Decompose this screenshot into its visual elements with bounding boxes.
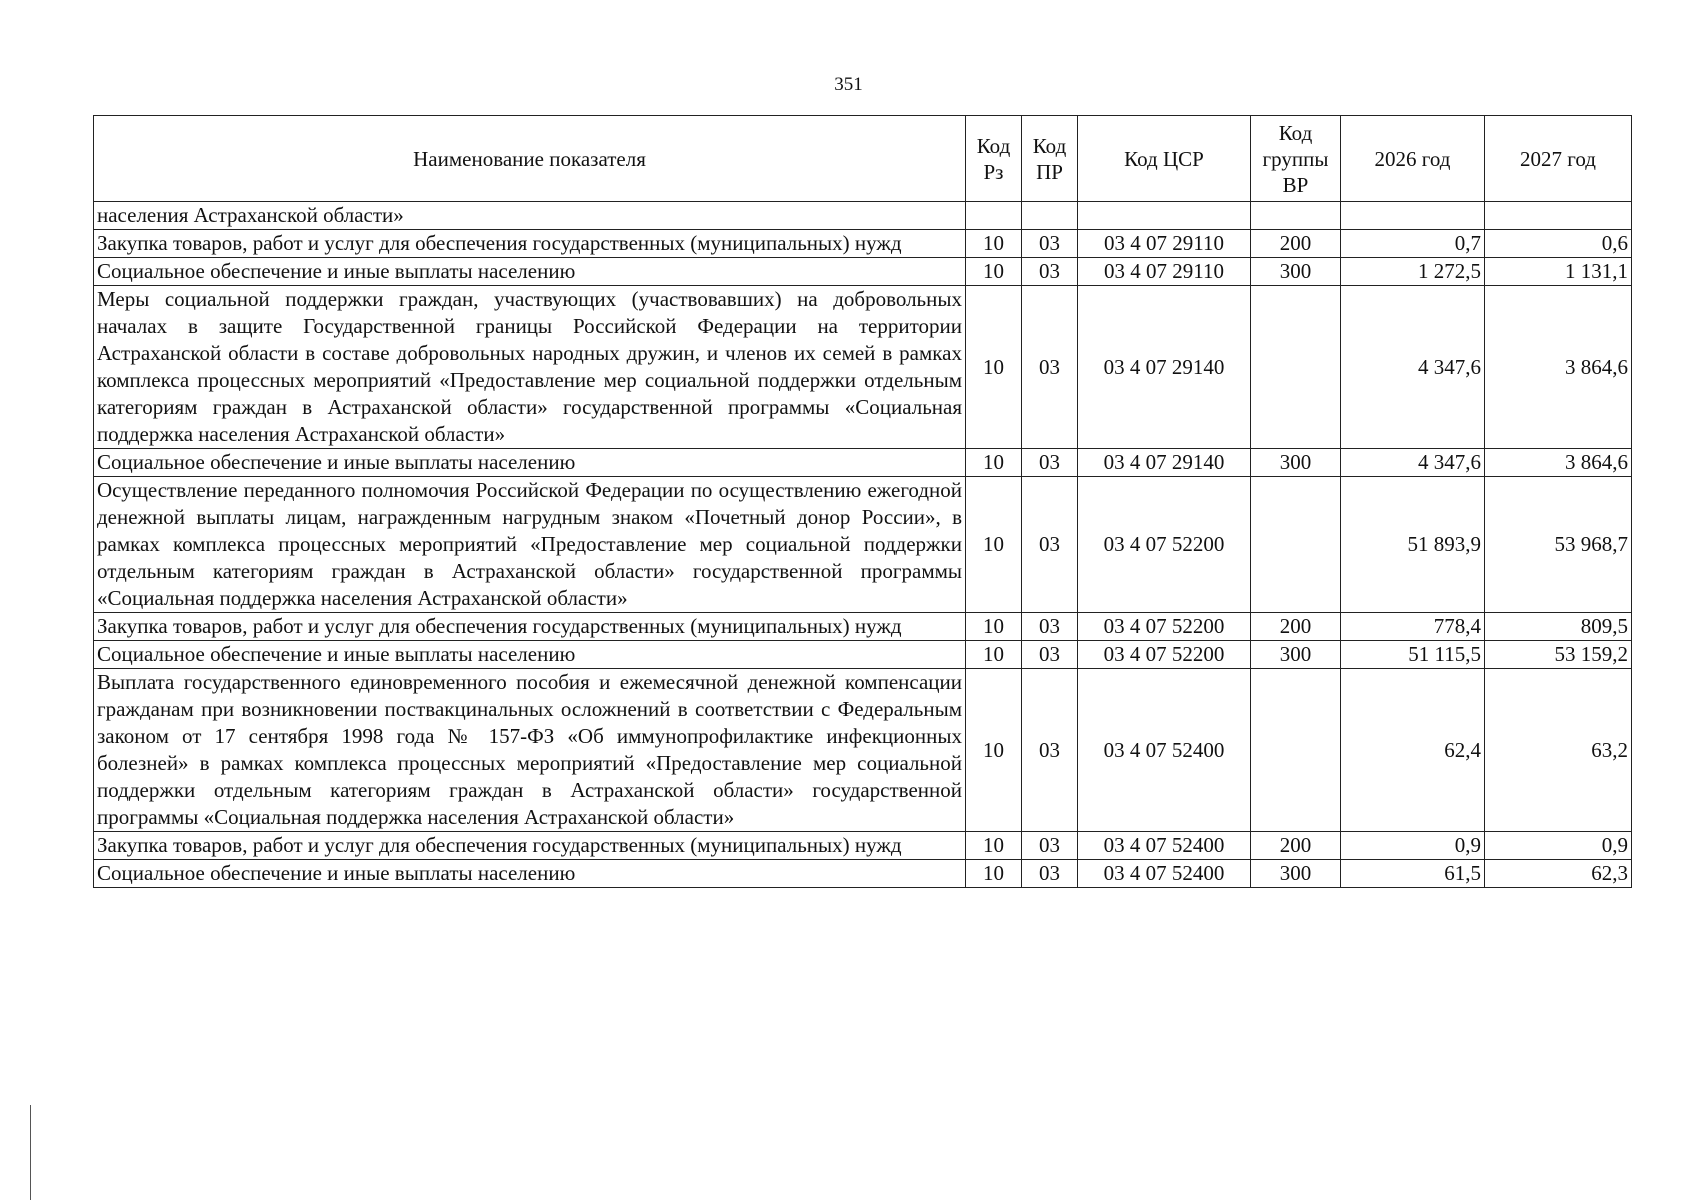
table-row (94, 832, 1632, 860)
row-csr: 03 4 07 52400 (1078, 669, 1251, 832)
table-row (94, 202, 1632, 230)
table-row (94, 860, 1632, 888)
row-csr: 03 4 07 29110 (1078, 230, 1251, 258)
table-row (94, 286, 1632, 449)
row-rz: 10 (966, 477, 1022, 613)
row-name: Социальное обеспечение и иные выплаты населению (94, 860, 966, 888)
row-2027: 62,3 (1485, 860, 1632, 888)
row-pr (1022, 202, 1078, 230)
row-2026 (1341, 202, 1485, 230)
row-2027: 53 159,2 (1485, 641, 1632, 669)
row-pr: 03 (1022, 286, 1078, 449)
header-rz: Код Рз (966, 116, 1022, 202)
row-2026: 0,9 (1341, 832, 1485, 860)
table-row (94, 641, 1632, 669)
row-pr: 03 (1022, 860, 1078, 888)
table-row (94, 477, 1632, 613)
table-row (94, 449, 1632, 477)
row-rz: 10 (966, 669, 1022, 832)
row-name: Меры социальной поддержки граждан, участвующих (участвовавших) на добровольных началах в защите Государственной границы Российской Федерации на территории Астраханской области в составе добровольных народных дружин, и членов их семей в рамках комплекса процессных мероприятий «Предоставление мер социальной поддержки отдельным категориям граждан в Астраханской области» государственной программы «Социальная поддержка населения Астраханской области» (94, 286, 966, 449)
row-2027: 1 131,1 (1485, 258, 1632, 286)
row-pr: 03 (1022, 613, 1078, 641)
row-vr: 300 (1251, 258, 1341, 286)
row-2027: 809,5 (1485, 613, 1632, 641)
row-rz: 10 (966, 641, 1022, 669)
row-name: Осуществление переданного полномочия Российской Федерации по осуществлению ежегодной денежной выплаты лицам, награжденным нагрудным знаком «Почетный донор России», в рамках комплекса процессных мероприятий «Предоставление мер социальной поддержки отдельным категориям граждан в Астраханской области» государственной программы «Социальная поддержка населения Астраханской области» (94, 477, 966, 613)
header-2027: 2027 год (1485, 116, 1632, 202)
row-csr: 03 4 07 52400 (1078, 832, 1251, 860)
row-rz: 10 (966, 286, 1022, 449)
row-2027: 0,9 (1485, 832, 1632, 860)
row-rz: 10 (966, 230, 1022, 258)
row-2026: 778,4 (1341, 613, 1485, 641)
row-pr: 03 (1022, 230, 1078, 258)
header-name: Наименование показателя (94, 116, 966, 202)
page-number: 351 (834, 74, 863, 95)
row-2027 (1485, 202, 1632, 230)
row-pr: 03 (1022, 477, 1078, 613)
row-rz: 10 (966, 860, 1022, 888)
row-name: населения Астраханской области» (94, 202, 966, 230)
row-name: Социальное обеспечение и иные выплаты населению (94, 641, 966, 669)
row-rz: 10 (966, 258, 1022, 286)
row-name: Закупка товаров, работ и услуг для обеспечения государственных (муниципальных) нужд (94, 613, 966, 641)
row-csr (1078, 202, 1251, 230)
row-pr: 03 (1022, 832, 1078, 860)
header-vr: Код группы ВР (1251, 116, 1341, 202)
row-name: Закупка товаров, работ и услуг для обеспечения государственных (муниципальных) нужд (94, 832, 966, 860)
row-pr: 03 (1022, 641, 1078, 669)
row-csr: 03 4 07 52400 (1078, 860, 1251, 888)
row-2027: 53 968,7 (1485, 477, 1632, 613)
row-vr (1251, 286, 1341, 449)
row-name: Социальное обеспечение и иные выплаты населению (94, 449, 966, 477)
table-row (94, 258, 1632, 286)
row-vr (1251, 202, 1341, 230)
table-row (94, 613, 1632, 641)
row-2026: 51 893,9 (1341, 477, 1485, 613)
row-vr: 300 (1251, 860, 1341, 888)
row-name: Социальное обеспечение и иные выплаты населению (94, 258, 966, 286)
row-rz (966, 202, 1022, 230)
row-csr: 03 4 07 52200 (1078, 641, 1251, 669)
row-pr: 03 (1022, 258, 1078, 286)
row-pr: 03 (1022, 669, 1078, 832)
row-2026: 61,5 (1341, 860, 1485, 888)
row-2027: 63,2 (1485, 669, 1632, 832)
row-rz: 10 (966, 613, 1022, 641)
row-2027: 3 864,6 (1485, 449, 1632, 477)
header-pr: Код ПР (1022, 116, 1078, 202)
row-2026: 0,7 (1341, 230, 1485, 258)
table-row (94, 230, 1632, 258)
budget-table (93, 115, 1632, 888)
margin-line (30, 1105, 31, 1200)
row-2027: 0,6 (1485, 230, 1632, 258)
row-vr (1251, 477, 1341, 613)
row-rz: 10 (966, 832, 1022, 860)
row-csr: 03 4 07 29140 (1078, 286, 1251, 449)
row-name: Выплата государственного единовременного пособия и ежемесячной денежной компенсации гражданам при возникновении поствакцинальных осложнений в соответствии с Федеральным законом от 17 сентября 1998 года № 157-ФЗ «Об иммунопрофилактике инфекционных болезней» в рамках комплекса процессных мероприятий «Предоставление мер социальной поддержки отдельным категориям граждан в Астраханской области» государственной программы «Социальная поддержка населения Астраханской области» (94, 669, 966, 832)
row-vr: 200 (1251, 832, 1341, 860)
header-2026: 2026 год (1341, 116, 1485, 202)
row-csr: 03 4 07 29110 (1078, 258, 1251, 286)
row-2026: 1 272,5 (1341, 258, 1485, 286)
table-row (94, 669, 1632, 832)
row-2026: 51 115,5 (1341, 641, 1485, 669)
header-csr: Код ЦСР (1078, 116, 1251, 202)
row-2026: 4 347,6 (1341, 286, 1485, 449)
row-csr: 03 4 07 52200 (1078, 477, 1251, 613)
row-rz: 10 (966, 449, 1022, 477)
row-vr (1251, 669, 1341, 832)
row-vr: 200 (1251, 230, 1341, 258)
row-2026: 62,4 (1341, 669, 1485, 832)
row-vr: 300 (1251, 449, 1341, 477)
row-csr: 03 4 07 29140 (1078, 449, 1251, 477)
row-vr: 300 (1251, 641, 1341, 669)
row-vr: 200 (1251, 613, 1341, 641)
row-name: Закупка товаров, работ и услуг для обеспечения государственных (муниципальных) нужд (94, 230, 966, 258)
row-csr: 03 4 07 52200 (1078, 613, 1251, 641)
row-2027: 3 864,6 (1485, 286, 1632, 449)
row-2026: 4 347,6 (1341, 449, 1485, 477)
header-row (94, 116, 1632, 202)
row-pr: 03 (1022, 449, 1078, 477)
